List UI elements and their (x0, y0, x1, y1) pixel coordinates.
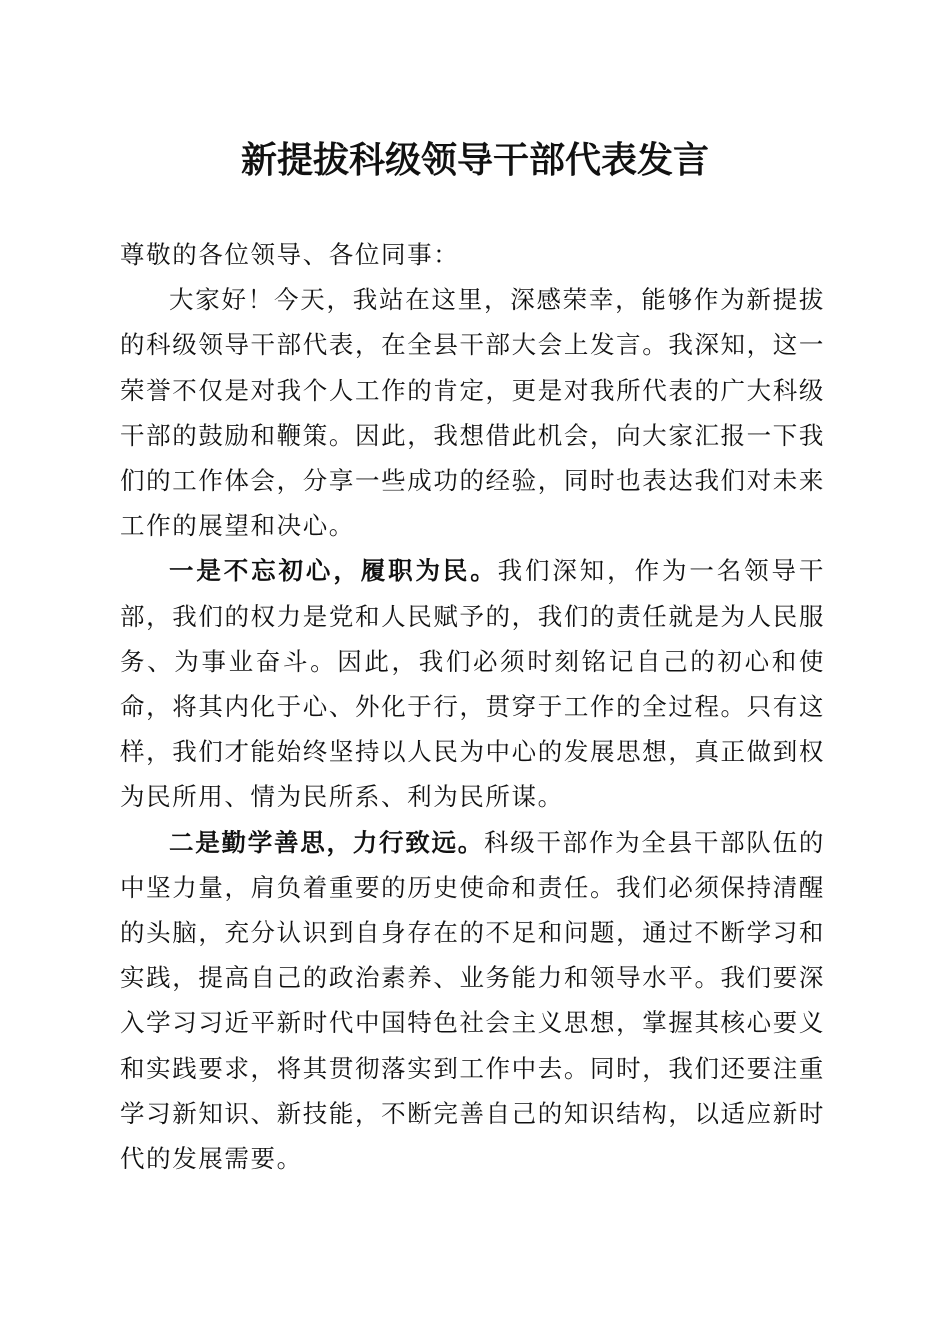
paragraph-opening (120, 277, 825, 548)
salutation: 尊敬的各位领导、各位同事： (120, 240, 460, 269)
paragraph-text: 科级干部作为全县干部队伍的中坚力量，肩负着重要的历史使命和责任。我们必须保持清醒的头脑，充分认识到自身存在的不足和问题，通过不断学习和实践，提高自己的政治素养、业务能力和领导水平。我们要深入学习习近平新时代中国特色社会主义思想，掌握其核心要义和实践要求，将其贯彻落实到工作中去。同时，我们还要注重学习新知识、新技能，不断完善自己的知识结构，以适应新时代的发展需要。 (120, 827, 825, 1174)
paragraph-text: 我们深知，作为一名领导干部，我们的权力是党和人民赋予的，我们的责任就是为人民服务、为事业奋斗。因此，我们必须时刻铭记自己的初心和使命，将其内化于心、外化于行，贯穿于工作的全过程。只有这样，我们才能始终坚持以人民为中心的发展思想，真正做到权为民所用、情为民所系、利为民所谋。 (120, 556, 825, 812)
paragraph-point-one (120, 548, 825, 819)
paragraph-lead: 一是不忘初心，履职为民。 (169, 556, 498, 586)
paragraph-text: 大家好！今天，我站在这里，深感荣幸，能够作为新提拔的科级领导干部代表，在全县干部大会上发言。我深知，这一荣誉不仅是对我个人工作的肯定，更是对我所代表的广大科级干部的鼓励和鞭策。因此，我想借此机会，向大家汇报一下我们的工作体会，分享一些成功的经验，同时也表达我们对未来工作的展望和决心。 (120, 285, 825, 541)
paragraph-point-two (120, 820, 825, 1182)
paragraph-lead: 二是勤学善思，力行致远。 (169, 827, 484, 857)
page-title: 新提拔科级领导干部代表发言 (240, 139, 709, 181)
document-body (120, 232, 825, 1181)
